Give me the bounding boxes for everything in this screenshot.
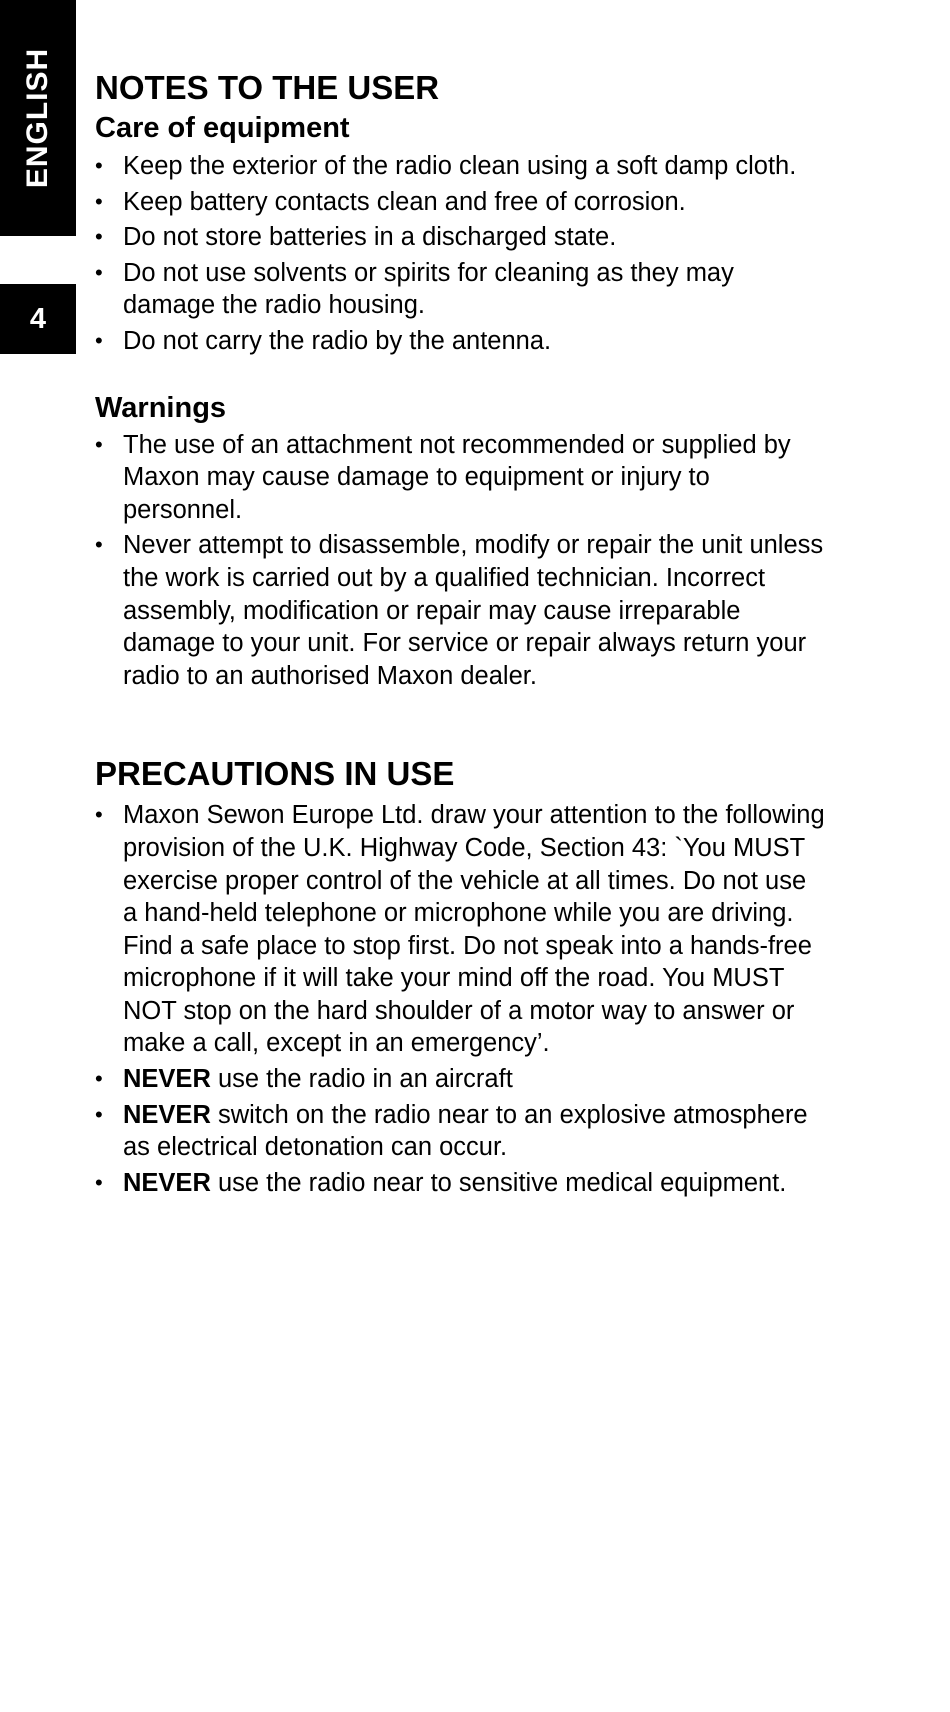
list-item-text: Maxon Sewon Europe Ltd. draw your attention to the following provision of the U.K. Highway Code, Section 43: `You MUST exercise proper control of the vehicle at all times. Do not use a hand-held telephone or microphone while you are driving. Find a safe place to stop first. Do not speak into a hands-free microphone if it will take your mind off the road. You MUST NOT stop on the hard shoulder of a motor way to answer or make a call, except in an emergency’. <box>123 801 825 1058</box>
list-item <box>95 1063 825 1096</box>
list-item-text: Keep the exterior of the radio clean using a soft damp cloth. <box>123 152 797 180</box>
bullet-icon: • <box>95 532 103 558</box>
page-content <box>95 66 825 1199</box>
bullet-icon: • <box>95 431 103 457</box>
list-item-text: Keep battery contacts clean and free of corrosion. <box>123 187 686 216</box>
bullet-icon: • <box>95 327 103 353</box>
list-item <box>95 221 825 254</box>
care-list <box>95 150 825 358</box>
language-tab-label-wrap <box>0 0 76 236</box>
precautions-title: PRECAUTIONS IN USE <box>95 755 455 793</box>
list-item <box>95 799 825 1060</box>
list-item-text: Never attempt to disassemble, modify or repair the unit unless the work is carried out by a qualified technician. Incorrect assembly, modification or repair may cause irreparable damage to your unit. For service or repair always return your radio to an authorised Maxon dealer. <box>123 531 824 690</box>
bullet-icon: • <box>95 1066 103 1092</box>
language-tab-label: ENGLISH <box>21 47 55 189</box>
list-item-text: switch on the radio near to an explosive atmosphere as electrical detonation can occur. <box>123 1100 808 1162</box>
warnings-list <box>95 429 825 693</box>
list-item <box>95 429 825 527</box>
never-emphasis: NEVER <box>123 1100 211 1129</box>
never-emphasis: NEVER <box>123 1065 211 1094</box>
list-item <box>95 150 825 183</box>
list-item <box>95 1099 825 1164</box>
bullet-icon: • <box>95 802 103 828</box>
notes-title: NOTES TO THE USER <box>95 69 440 106</box>
list-item-text: use the radio in an aircraft <box>210 1065 513 1094</box>
list-item-text: Do not store batteries in a discharged state. <box>123 223 617 252</box>
list-item <box>95 186 825 219</box>
bullet-icon: • <box>95 188 103 214</box>
bullet-icon: • <box>95 224 103 250</box>
bullet-icon: • <box>95 153 103 178</box>
list-item <box>95 529 825 692</box>
bullet-icon: • <box>95 1101 103 1127</box>
warnings-heading: Warnings <box>95 391 227 424</box>
list-item-text: Do not carry the radio by the antenna. <box>123 326 552 355</box>
page-number: 4 <box>0 284 76 354</box>
list-item <box>95 1167 825 1200</box>
never-emphasis: NEVER <box>123 1168 211 1197</box>
list-item-text: The use of an attachment not recommended or supplied by Maxon may cause damage to equipment or injury to personnel. <box>123 430 791 524</box>
care-heading: Care of equipment <box>95 112 350 144</box>
list-item-text: Do not use solvents or spirits for cleaning as they may damage the radio housing. <box>123 258 734 320</box>
list-item <box>95 257 825 322</box>
bullet-icon: • <box>95 259 103 285</box>
list-item <box>95 325 825 358</box>
bullet-icon: • <box>95 1169 103 1195</box>
precautions-list <box>95 799 825 1199</box>
list-item-text: use the radio near to sensitive medical equipment. <box>210 1168 787 1197</box>
